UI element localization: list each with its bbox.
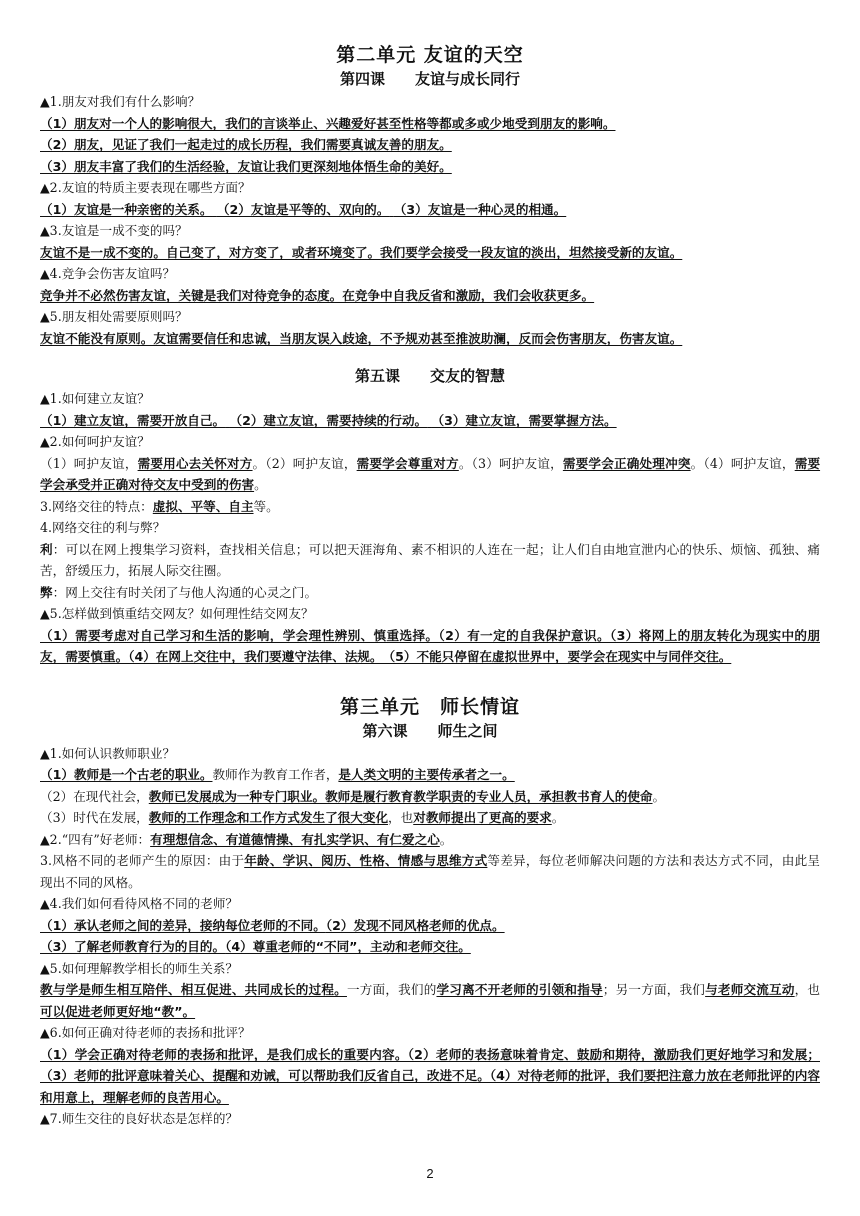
answer-part: （2）发现不同风格老师的优点。: [325, 917, 505, 933]
lesson4-q4-answer: 竞争并不必然伤害友谊，关键是我们对待竞争的态度。在竞争中自我反省和激励，我们会收获更多。: [40, 287, 595, 303]
lesson4-q3: ▲3.友谊是一成不变的吗？: [40, 223, 188, 238]
answer-part: （2）建立友谊，需要持续的行动。: [229, 412, 428, 428]
lesson6-q5-answer: [40, 979, 820, 1022]
answer-part: （2）友谊是平等的、双向的。: [216, 201, 390, 217]
lesson4-q1: ▲1.朋友对我们有什么影响？: [40, 94, 201, 109]
answer-part: （1）建立友谊，需要开放自己。: [40, 412, 226, 428]
cons-label: 弊: [40, 584, 53, 600]
key-point: （1）教师是一个古老的职业。: [40, 767, 213, 782]
lesson5-q3: [40, 496, 820, 518]
pros-label: 利: [40, 541, 53, 557]
lesson5-q4-cons: [40, 582, 820, 604]
unit3-title: 第三单元 师长情谊: [339, 695, 520, 718]
text-run: 。（2）呵护友谊，: [252, 455, 357, 471]
lesson4-q1-answer-3: （3）朋友丰富了我们的生活经验，友谊让我们更深刻地体悟生命的美好。: [40, 158, 452, 174]
text-run: （2）在现代社会，: [40, 788, 149, 804]
lesson6-q6-answer: （1）学会正确对待老师的表扬和批评，是我们成长的重要内容。（2）老师的表扬意味着肯定、鼓励和期待，激励我们更好地学习和发展；（3）老师的批评意味着关心、提醒和劝诫，可以帮助我们反省自己，改进不足。（4）对待老师的批评，我们要把注意力放在老师批评的内容和用意上，理解老师的良苦用心。: [40, 1046, 820, 1105]
key-point: 有理想信念、有道德情操、有扎实学识、有仁爱之心: [150, 831, 440, 847]
lesson4-q1-answer-2: （2）朋友，见证了我们一起走过的成长历程，我们需要真诚友善的朋友。: [40, 137, 452, 152]
answer-part: （3）了解老师教育行为的目的。: [40, 939, 226, 954]
text-run: 。: [551, 810, 565, 825]
lesson6-q2: [40, 829, 820, 851]
lesson5-q4-pros: [40, 539, 820, 582]
key-point: 需要学会尊重对方: [356, 455, 459, 471]
key-point: 教师的工作理念和工作方式发生了很大变化: [148, 810, 389, 825]
lesson6-q4: ▲4.我们如何看待风格不同的老师？: [40, 896, 239, 911]
text-run: ，也: [388, 810, 414, 825]
answer-part: （3）建立友谊，需要掌握方法。: [431, 412, 617, 428]
document-page: [40, 42, 820, 1130]
text-run: （1）呵护友谊，: [40, 455, 138, 471]
answer-part: （1）友谊是一种亲密的关系。: [40, 201, 213, 217]
lesson6-q6: ▲6.如何正确对待老师的表扬和批评？: [40, 1025, 251, 1040]
text-run: 一方面，我们的: [346, 982, 437, 997]
lesson6-q1-answer-3: [40, 807, 820, 829]
lesson4-q2: ▲2.友谊的特质主要表现在哪些方面？: [40, 180, 251, 195]
text-run: （3）时代在发展，: [40, 810, 149, 825]
unit2-title: 第二单元 友谊的天空: [336, 44, 524, 66]
lesson6-q4-answer-1: [40, 915, 820, 937]
text-run: 。: [439, 831, 453, 847]
lesson5-title: 第五课 交友的智慧: [354, 367, 505, 385]
lesson6-q4-answer-2: [40, 936, 820, 958]
text-run: 等。: [253, 498, 279, 514]
text-run: ；另一方面，我们: [602, 982, 706, 997]
answer-part: （1）承认老师之间的差异，接纳每位老师的不同。: [40, 917, 326, 933]
lesson4-q5-answer: 友谊不能没有原则。友谊需要信任和忠诚，当朋友误入歧途，不予规劝甚至推波助澜，反而会伤害朋友，伤害友谊。: [40, 330, 683, 346]
key-point: 需要学会承受并正确对待交友中受到的伤害: [40, 455, 821, 492]
answer-part: （4）尊重老师的“不同”，主动和老师交往。: [225, 939, 471, 954]
answer-part: （3）友谊是一种心灵的相通。: [393, 201, 567, 217]
lesson5-q1-answer: [40, 410, 820, 432]
lesson4-q1-answer-1: （1）朋友对一个人的影响很大，我们的言谈举止、兴趣爱好甚至性格等都或多或少地受到朋友的影响。: [40, 115, 616, 131]
key-point: 对教师提出了更高的要求: [413, 810, 552, 825]
lesson6-q7: ▲7.师生交往的良好状态是怎样的？: [40, 1111, 239, 1126]
text-run: 。: [254, 477, 267, 492]
text-run: 3.风格不同的老师产生的原因：由于: [40, 853, 245, 868]
key-point: 可以促进老师更好地“教”。: [40, 1003, 196, 1019]
key-point: 虚拟、平等、自主: [152, 498, 254, 514]
lesson4-q2-answer: [40, 199, 820, 221]
text-run: ▲2.“四有”好老师：: [40, 831, 151, 847]
lesson5-q5: ▲5.怎样做到慎重结交网友？如何理性结交网友？: [40, 606, 314, 621]
lesson5-q2: ▲2.如何呵护友谊？: [40, 434, 150, 449]
lesson6-title: 第六课 师生之间: [362, 721, 498, 740]
lesson4-q3-answer: 友谊不是一成不变的。自己变了，对方变了，或者环境变了。我们要学会接受一段友谊的淡出，坦然接受新的友谊。: [40, 244, 683, 260]
lesson5-q5-answer: （1）需要考虑对自己学习和生活的影响，学会理性辨别、慎重选择。（2）有一定的自我保护意识。（3）将网上的朋友转化为现实中的朋友，需要慎重。（4）在网上交往中，我们要遵守法律、法规。 （5）不能只停留在虚拟世界中，要学会在现实中与同伴交往。: [40, 627, 820, 664]
lesson4-q4: ▲4.竞争会伤害友谊吗？: [40, 266, 176, 281]
text-run: 教师作为教育工作者，: [212, 767, 339, 782]
key-point: 是人类文明的主要传承者之一。: [338, 767, 515, 782]
text-run: ，也: [794, 982, 821, 997]
lesson6-q1-answer-1: [40, 764, 820, 786]
lesson6-q5: ▲5.如何理解教学相长的师生关系？: [40, 960, 239, 976]
lesson4-title: 第四课 友谊与成长同行: [339, 70, 520, 88]
text-run: ：可以在网上搜集学习资料，查找相关信息；可以把天涯海角、素不相识的人连在一起；让人们自由地宣泄内心的快乐、烦恼、孤独、痛苦，舒缓压力，拓展人际交往圈。: [40, 541, 821, 578]
text-run: 3.网络交往的特点：: [40, 498, 153, 514]
text-run: ：网上交往有时关闭了与他人沟通的心灵之门。: [52, 584, 318, 600]
key-point: 教与学是师生相互陪伴、相互促进、共同成长的过程。: [40, 982, 347, 997]
key-point: 教师已发展成为一种专门职业。教师是履行教育教学职责的专业人员，承担教书育人的使命: [148, 788, 653, 804]
key-point: 学习离不开老师的引领和指导: [436, 982, 603, 997]
text-run: 。（3）呵护友谊，: [458, 455, 563, 471]
lesson5-q4: 4.网络交往的利与弊？: [40, 520, 166, 535]
text-run: 等差异，每位老师解决问题的方法和表达方式不同，由此呈现出不同的风格。: [40, 853, 821, 890]
key-point: 需要学会正确处理冲突: [562, 455, 691, 471]
text-run: 。: [652, 788, 666, 804]
lesson6-q3: [40, 850, 820, 893]
text-run: 。（4）呵护友谊，: [690, 455, 795, 471]
lesson6-q1: ▲1.如何认识教师职业？: [40, 745, 176, 761]
lesson6-q1-answer-2: [40, 786, 820, 808]
key-point: 与老师交流互动: [705, 982, 795, 997]
lesson4-q5: ▲5.朋友相处需要原则吗？: [40, 309, 188, 324]
lesson5-q2-answer: [40, 453, 820, 496]
key-point: 年龄、学识、阅历、性格、情感与思维方式: [244, 853, 488, 868]
page-number: 2: [426, 1166, 434, 1181]
lesson5-q1: ▲1.如何建立友谊？: [40, 391, 150, 406]
key-point: 需要用心去关怀对方: [137, 455, 253, 471]
